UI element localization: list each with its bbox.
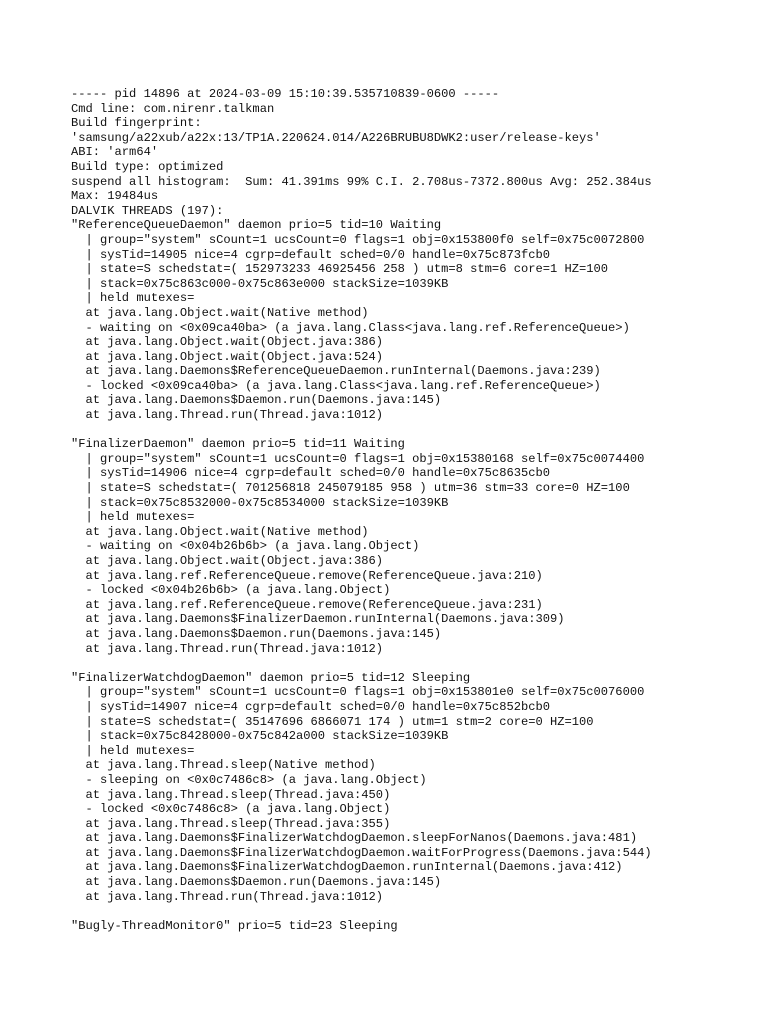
trace-line: "Bugly-ThreadMonitor0" prio=5 tid=23 Sleeping	[71, 918, 398, 933]
trace-line: Build type: optimized	[71, 159, 224, 174]
trace-line: - waiting on <0x09ca40ba> (a java.lang.Class<java.lang.ref.ReferenceQueue>)	[71, 320, 630, 335]
trace-line: at java.lang.Object.wait(Native method)	[71, 524, 369, 539]
trace-line: | group="system" sCount=1 ucsCount=0 flags=1 obj=0x153800f0 self=0x75c0072800	[71, 232, 645, 247]
trace-line: at java.lang.Thread.run(Thread.java:1012)	[71, 889, 384, 904]
trace-line: suspend all histogram: Sum: 41.391ms 99% C.I. 2.708us-7372.800us Avg: 252.384us	[71, 174, 652, 189]
trace-line: Max: 19484us	[71, 189, 159, 204]
trace-line: at java.lang.Object.wait(Object.java:386)	[71, 554, 384, 568]
trace-line: at java.lang.Daemons$FinalizerWatchdogDaemon.waitForProgress(Daemons.java:544)	[71, 845, 652, 860]
trace-document	[71, 87, 761, 933]
trace-line: Build fingerprint:	[71, 116, 202, 131]
trace-line: 'samsung/a22xub/a22x:13/TP1A.220624.014/A226BRUBU8DWK2:user/release-keys'	[71, 130, 601, 145]
trace-line: Cmd line: com.nirenr.talkman	[71, 101, 275, 116]
trace-line: at java.lang.Daemons$FinalizerWatchdogDaemon.runInternal(Daemons.java:412)	[71, 860, 623, 875]
trace-line: "FinalizerWatchdogDaemon" daemon prio=5 tid=12 Sleeping	[71, 670, 471, 685]
trace-line: at java.lang.Object.wait(Native method)	[71, 305, 369, 320]
trace-line: at java.lang.ref.ReferenceQueue.remove(ReferenceQueue.java:231)	[71, 597, 543, 612]
blank-line	[71, 423, 761, 438]
trace-line: at java.lang.ref.ReferenceQueue.remove(ReferenceQueue.java:210)	[71, 568, 543, 583]
trace-line: | stack=0x75c8428000-0x75c842a000 stackSize=1039KB	[71, 729, 449, 744]
trace-line: at java.lang.Daemons$Daemon.run(Daemons.java:145)	[71, 626, 442, 641]
trace-line: at java.lang.Thread.sleep(Native method)	[71, 758, 376, 773]
blank-line	[71, 904, 761, 919]
trace-line: at java.lang.Object.wait(Object.java:386)	[71, 335, 384, 350]
trace-line: at java.lang.Thread.run(Thread.java:1012)	[71, 408, 384, 423]
trace-line: | stack=0x75c8532000-0x75c8534000 stackSize=1039KB	[71, 495, 449, 510]
trace-line: "FinalizerDaemon" daemon prio=5 tid=11 Waiting	[71, 437, 405, 452]
trace-line: at java.lang.Object.wait(Object.java:524)	[71, 349, 384, 364]
trace-line: - sleeping on <0x0c7486c8> (a java.lang.Object)	[71, 772, 427, 787]
trace-line: | held mutexes=	[71, 743, 195, 758]
trace-line: | held mutexes=	[71, 291, 195, 306]
trace-line: | group="system" sCount=1 ucsCount=0 flags=1 obj=0x153801e0 self=0x75c0076000	[71, 685, 645, 700]
trace-line: | sysTid=14906 nice=4 cgrp=default sched=0/0 handle=0x75c8635cb0	[71, 466, 550, 481]
trace-line: at java.lang.Thread.sleep(Thread.java:450)	[71, 787, 391, 802]
trace-line: at java.lang.Thread.sleep(Thread.java:355)	[71, 816, 391, 831]
trace-line: | group="system" sCount=1 ucsCount=0 flags=1 obj=0x15380168 self=0x75c0074400	[71, 451, 645, 466]
trace-line: | state=S schedstat=( 152973233 46925456 258 ) utm=8 stm=6 core=1 HZ=100	[71, 262, 609, 277]
trace-line: at java.lang.Daemons$FinalizerWatchdogDaemon.sleepForNanos(Daemons.java:481)	[71, 831, 638, 846]
trace-line: | stack=0x75c863c000-0x75c863e000 stackSize=1039KB	[71, 276, 449, 291]
trace-line: at java.lang.Thread.run(Thread.java:1012)	[71, 641, 384, 656]
trace-line: - waiting on <0x04b26b6b> (a java.lang.Object)	[71, 539, 420, 554]
trace-line: | sysTid=14907 nice=4 cgrp=default sched=0/0 handle=0x75c852bcb0	[71, 699, 550, 714]
trace-line: - locked <0x0c7486c8> (a java.lang.Object)	[71, 802, 391, 817]
blank-line	[71, 656, 761, 671]
trace-line: | state=S schedstat=( 701256818 245079185 958 ) utm=36 stm=33 core=0 HZ=100	[71, 481, 630, 496]
trace-line: | state=S schedstat=( 35147696 6866071 174 ) utm=1 stm=2 core=0 HZ=100	[71, 714, 594, 729]
trace-line: "ReferenceQueueDaemon" daemon prio=5 tid=10 Waiting	[71, 218, 442, 233]
trace-line: at java.lang.Daemons$Daemon.run(Daemons.java:145)	[71, 875, 442, 890]
trace-line: at java.lang.Daemons$Daemon.run(Daemons.java:145)	[71, 393, 442, 408]
trace-line: - locked <0x09ca40ba> (a java.lang.Class<java.lang.ref.ReferenceQueue>)	[71, 378, 601, 393]
trace-line: ABI: 'arm64'	[71, 145, 159, 160]
trace-line: DALVIK THREADS (197):	[71, 203, 224, 218]
trace-line: | held mutexes=	[71, 510, 195, 525]
trace-line: at java.lang.Daemons$ReferenceQueueDaemon.runInternal(Daemons.java:239)	[71, 364, 601, 379]
trace-line: ----- pid 14896 at 2024-03-09 15:10:39.535710839-0600 -----	[71, 87, 500, 101]
trace-line: at java.lang.Daemons$FinalizerDaemon.runInternal(Daemons.java:309)	[71, 612, 565, 627]
trace-line: | sysTid=14905 nice=4 cgrp=default sched=0/0 handle=0x75c873fcb0	[71, 247, 550, 262]
trace-line: - locked <0x04b26b6b> (a java.lang.Object)	[71, 583, 391, 598]
